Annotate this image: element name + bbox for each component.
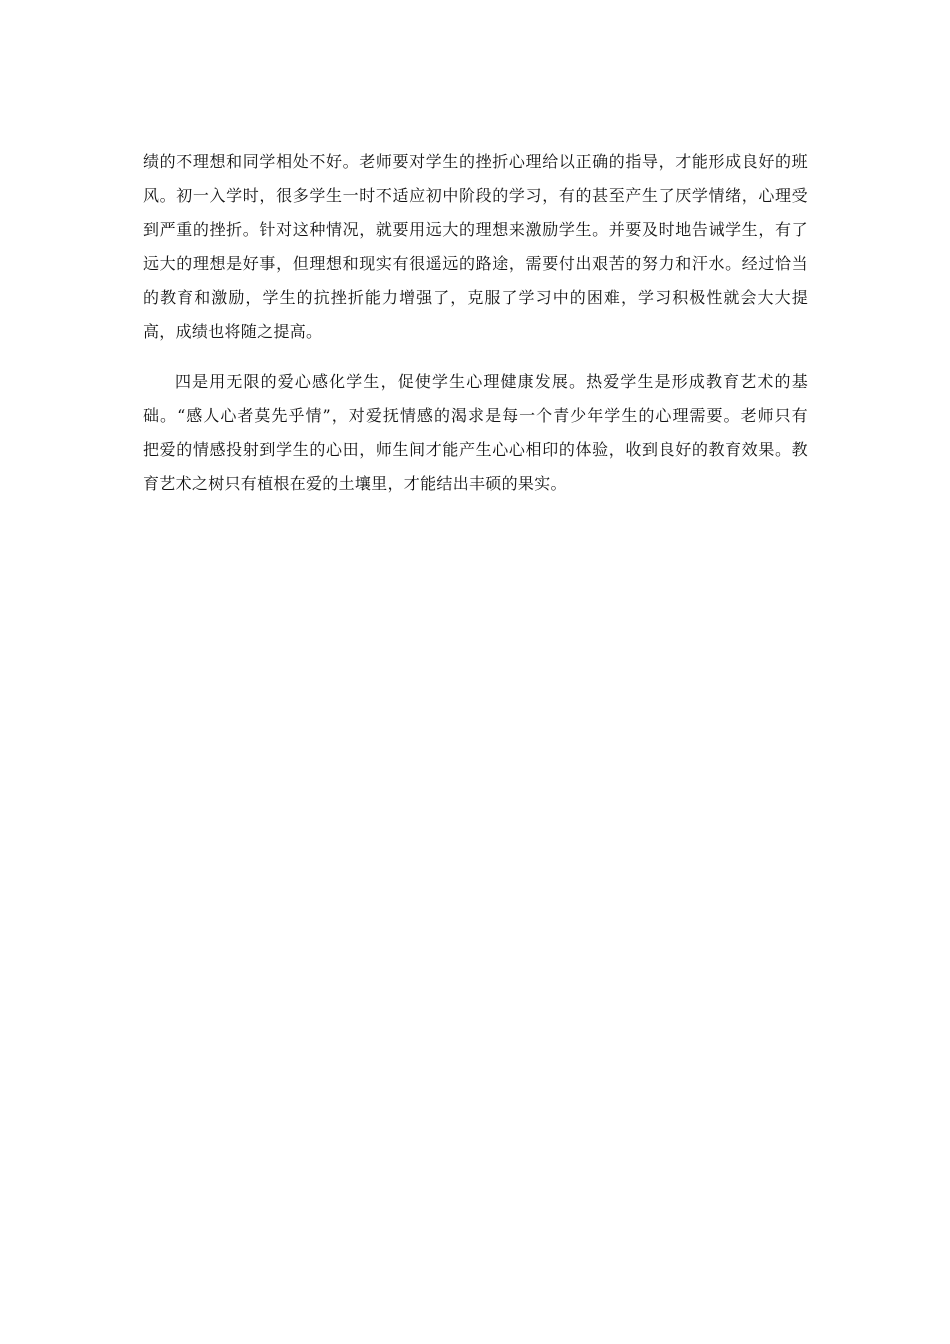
text-line: 把爱的情感投射到学生的心田，师生间才能产生心心相印的体验，收到良好的教育效果。教 (143, 440, 808, 459)
document-body (143, 145, 808, 501)
paragraph-1 (143, 145, 808, 349)
text-line: 育艺术之树只有植根在爱的土壤里，才能结出丰硕的果实。 (143, 474, 567, 493)
paragraph-2 (143, 365, 808, 501)
text-line: 高，成绩也将随之提高。 (143, 322, 323, 341)
text-line: 到严重的挫折。针对这种情况，就要用远大的理想来激励学生。并要及时地告诫学生，有了 (143, 220, 808, 239)
text-line: 四是用无限的爱心感化学生，促使学生心理健康发展。热爱学生是形成教育艺术的基 (175, 372, 808, 391)
text-line: 的教育和激励，学生的抗挫折能力增强了，克服了学习中的困难，学习积极性就会大大提 (143, 288, 808, 307)
text-line: 绩的不理想和同学相处不好。老师要对学生的挫折心理给以正确的指导，才能形成良好的班 (143, 152, 808, 171)
text-line: 风。初一入学时，很多学生一时不适应初中阶段的学习，有的甚至产生了厌学情绪，心理受 (143, 186, 808, 205)
text-line: 远大的理想是好事，但理想和现实有很遥远的路途，需要付出艰苦的努力和汗水。经过恰当 (143, 254, 808, 273)
paragraph-spacer (143, 349, 808, 365)
text-line: 础。“感人心者莫先乎情”，对爱抚情感的渴求是每一个青少年学生的心理需要。老师只有 (143, 406, 808, 425)
